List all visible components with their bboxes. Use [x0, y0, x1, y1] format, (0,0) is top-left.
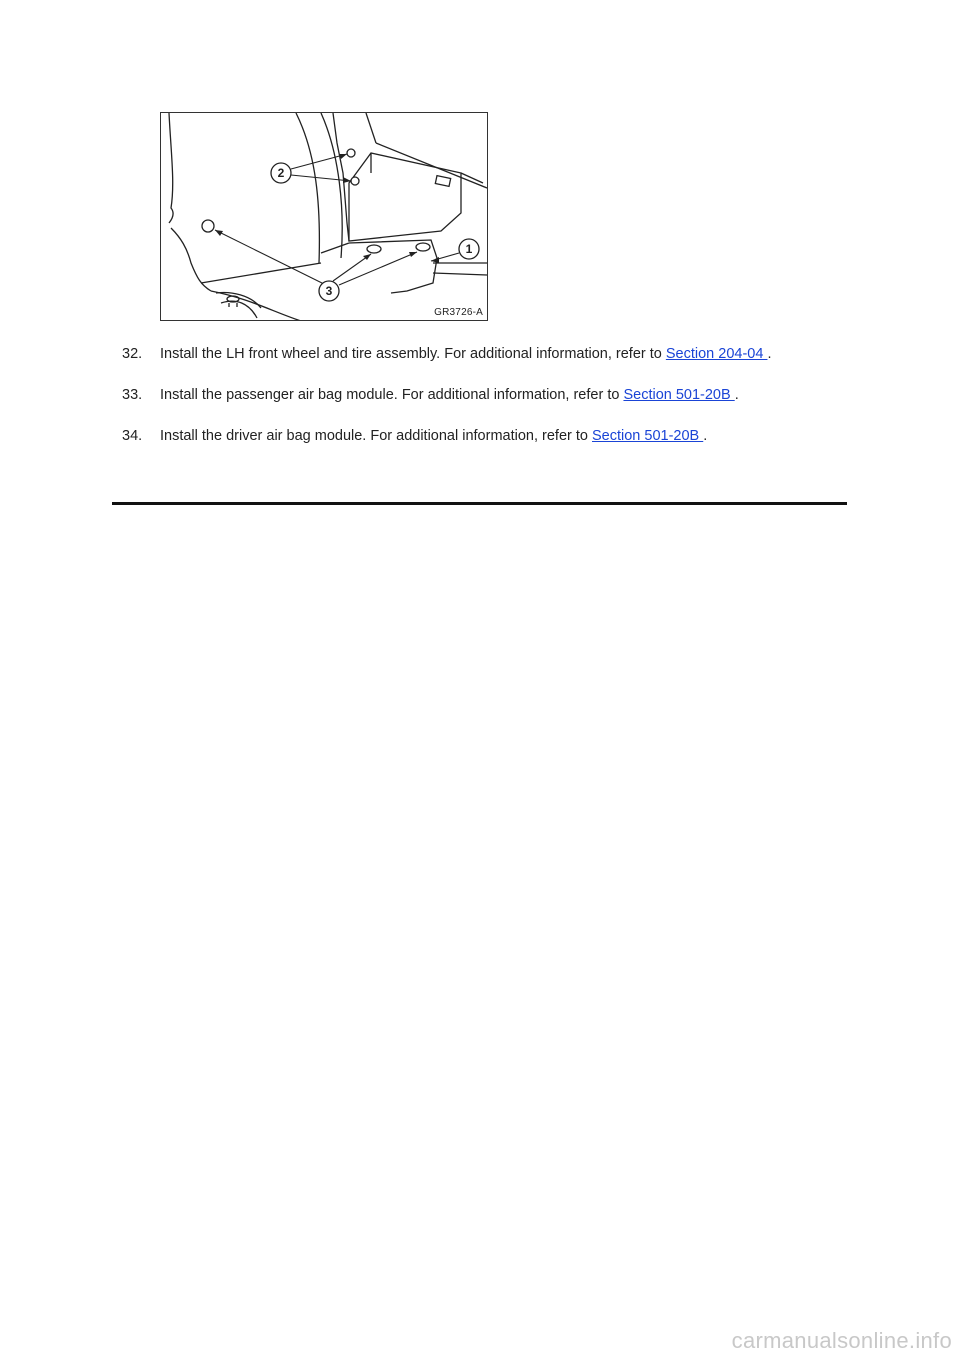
leader-3-a	[215, 230, 326, 285]
bolt-lower	[351, 177, 359, 185]
nut-right	[416, 243, 430, 251]
step-text	[160, 427, 707, 445]
step-number: 34.	[122, 428, 143, 444]
illustration-figure	[160, 112, 488, 321]
pillar-inner-curve	[321, 113, 342, 258]
step-number: 32.	[122, 346, 143, 362]
leader-2-b	[291, 175, 351, 181]
bolt-upper	[347, 149, 355, 157]
section-link[interactable]: Section 501-20B	[623, 387, 735, 403]
step-number: 33.	[122, 387, 143, 403]
callout-3-label: 3	[325, 284, 333, 298]
nut-left	[367, 245, 381, 253]
air-bag-module-diagram	[161, 113, 488, 321]
panel-outline-left	[169, 113, 173, 223]
watermark: carmanualsonline.info	[731, 1328, 952, 1353]
figure-code: GR3726-A	[434, 307, 483, 318]
step-instruction: Install the passenger air bag module. For additional information, refer to	[160, 387, 624, 403]
step-suffix: .	[767, 346, 772, 362]
step-text	[160, 345, 771, 363]
callout-1-label: 1	[465, 242, 473, 256]
step-instruction: Install the LH front wheel and tire assembly. For additional information, refer to	[160, 346, 666, 362]
panel-curve	[171, 228, 211, 291]
pillar-curve	[296, 113, 319, 263]
leader-2-a	[291, 154, 347, 169]
step-suffix: .	[734, 387, 739, 403]
module-box	[349, 153, 461, 241]
fastener-circle-left	[202, 220, 214, 232]
section-link[interactable]: Section 501-20B	[592, 428, 704, 444]
step-text	[160, 386, 739, 404]
callout-2-label: 2	[277, 166, 285, 180]
step-instruction: Install the driver air bag module. For additional information, refer to	[160, 428, 592, 444]
section-divider	[112, 502, 847, 505]
section-link[interactable]: Section 204-04	[665, 346, 768, 362]
step-suffix: .	[703, 428, 708, 444]
